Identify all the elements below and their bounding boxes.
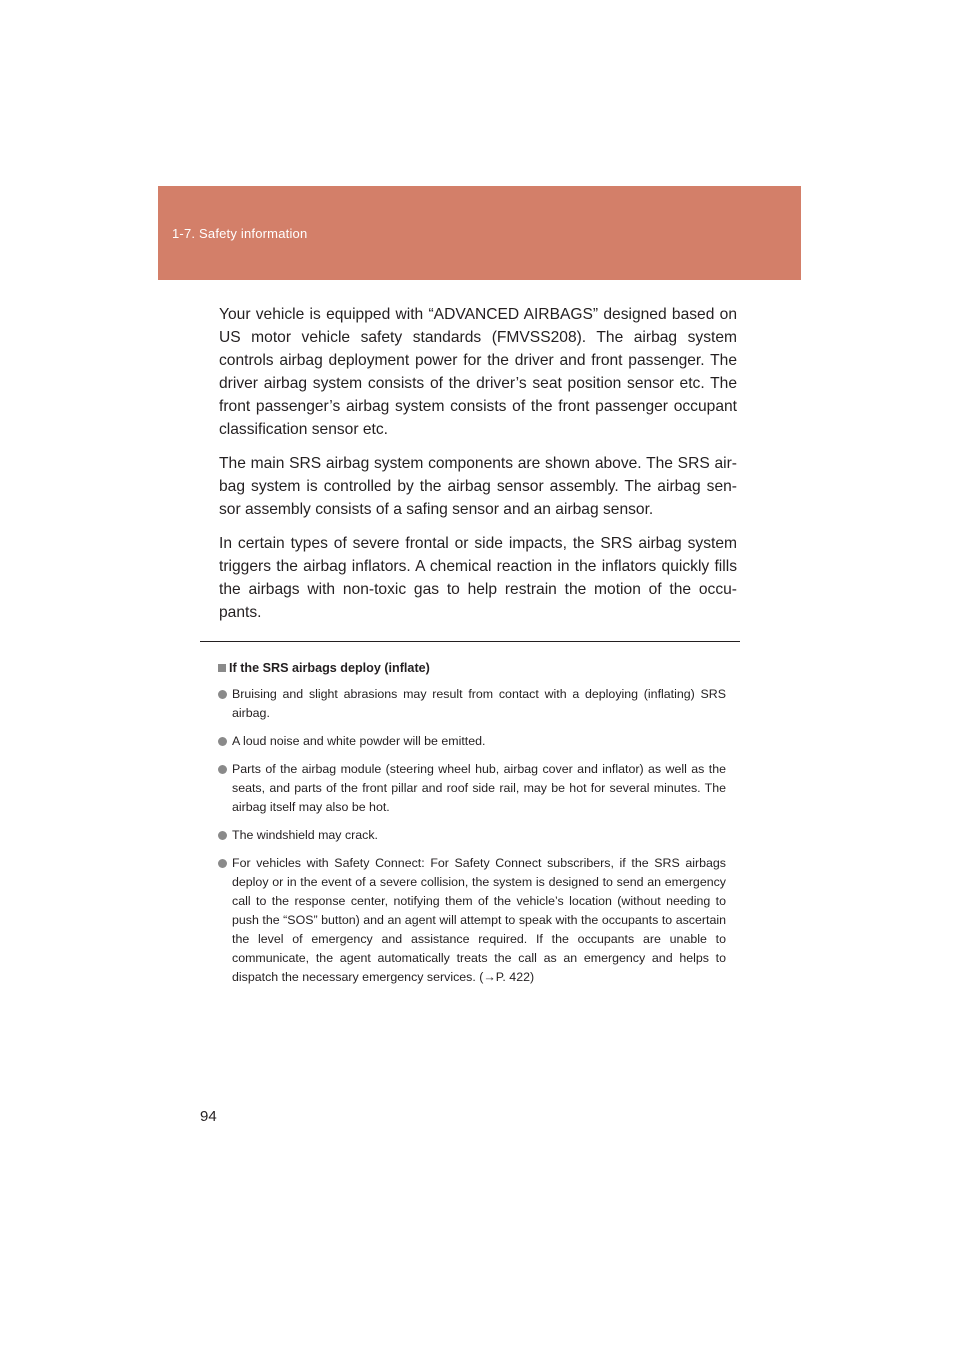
body-text <box>219 303 737 635</box>
list-item-text: For vehicles with Safety Connect: For Safety Connect subscribers, if the SRS airbags deploy or in the event of a severe collision, the system is designed to send an emergency call to the response center, notifying them of the vehicle’s location (without needing to push the “SOS” button) and an agent will attempt to speak with the occupants to ascertain the level of emergency and assistance required. If the occupants are unable to communicate, the agent automatically treats the call as an emergency and helps to dispatch the necessary emergency services. (→P. 422) <box>232 856 726 984</box>
list-item-text: Parts of the airbag module (steering wheel hub, airbag cover and inflator) as well as the seats, and parts of the front pillar and roof side rail, may be hot for several minutes. The airbag itself may also be hot. <box>232 762 726 814</box>
page-number: 94 <box>200 1108 217 1125</box>
list-item-text: The windshield may crack. <box>232 828 378 842</box>
bullet-icon <box>218 831 227 840</box>
notes-heading-text: If the SRS airbags deploy (inflate) <box>229 661 430 675</box>
notes-heading <box>218 661 726 675</box>
list-item <box>218 732 726 751</box>
square-bullet-icon <box>218 664 226 672</box>
list-item <box>218 854 726 987</box>
list-item <box>218 826 726 845</box>
bullet-icon <box>218 859 227 868</box>
body-paragraph: Your vehicle is equipped with “ADVANCED AIRBAGS” designed based on US motor vehicle safety standards (FMVSS208). The airbag system controls airbag deployment power for the driver and front passenger. The driver airbag system consists of the driver’s seat position sensor etc. The front passenger’s airbag system consists of the front passenger occupant classification sensor etc. <box>219 306 737 438</box>
list-item <box>218 685 726 723</box>
list-item-text: A loud noise and white powder will be emitted. <box>232 734 486 748</box>
bullet-icon <box>218 737 227 746</box>
divider-rule <box>200 641 740 642</box>
body-paragraph: The main SRS airbag system components are shown above. The SRS air-bag system is controlled by the airbag sensor assembly. The airbag sen-sor assembly consists of a safing sensor and an airbag sensor. <box>219 455 737 518</box>
bullet-icon <box>218 690 227 699</box>
list-item <box>218 760 726 817</box>
section-title: 1-7. Safety information <box>172 226 308 241</box>
notes-section <box>218 661 726 996</box>
bullet-icon <box>218 765 227 774</box>
section-header-band <box>158 186 801 280</box>
notes-list <box>218 685 726 987</box>
body-paragraph: In certain types of severe frontal or side impacts, the SRS airbag system triggers the airbag inflators. A chemical reaction in the inflators quickly fills the airbags with non-toxic gas to help restrain the motion of the occu-pants. <box>219 535 737 621</box>
list-item-text: Bruising and slight abrasions may result from contact with a deploying (inflating) SRS airbag. <box>232 687 726 720</box>
